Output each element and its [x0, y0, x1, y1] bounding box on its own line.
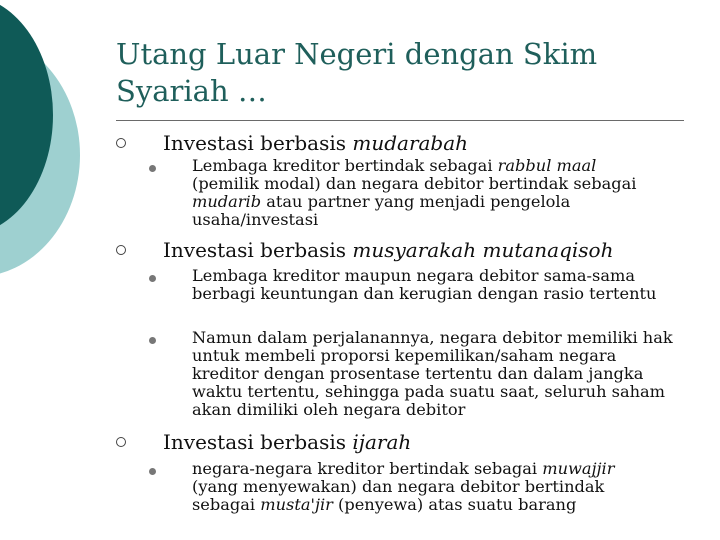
ring-bullet-icon: [116, 138, 126, 148]
list-item: Lembaga kreditor maupun negara debitor sama-sama berbagi keuntungan dan kerugian dengan rasio tertentu: [192, 266, 657, 303]
dot-bullet-icon: [149, 337, 156, 344]
list-item: Lembaga kreditor bertindak sebagai rabbul maal (pemilik modal) dan negara debitor bertindak sebagai mudarib atau partner yang menjadi pengelola usaha/investasi: [192, 156, 637, 229]
title-divider: [116, 120, 684, 121]
section-heading-mudarabah: Investasi berbasis mudarabah: [163, 131, 469, 155]
list-item: Namun dalam perjalanannya, negara debitor memiliki hak untuk membeli proporsi kepemilikan/saham negara kreditor dengan prosentase tertentu dan dalam jangka waktu tertentu, sehingga pada suatu saat, seluruh saham akan dimiliki oleh negara debitor: [192, 328, 673, 419]
ring-bullet-icon: [116, 437, 126, 447]
dot-bullet-icon: [149, 275, 156, 282]
list-item: negara-negara kreditor bertindak sebagai muwajjir (yang menyewakan) dan negara debitor bertindak sebagai musta'jir (penyewa) atas suatu barang: [192, 459, 615, 514]
title-line-2: Syariah …: [116, 74, 267, 108]
ring-bullet-icon: [116, 245, 126, 255]
slide-title: [116, 36, 696, 110]
section-heading-ijarah: Investasi berbasis ijarah: [163, 430, 412, 454]
title-line-1: Utang Luar Negeri dengan Skim: [116, 37, 598, 71]
dot-bullet-icon: [149, 468, 156, 475]
decorative-shapes: [0, 0, 120, 300]
section-heading-musyarakah: Investasi berbasis musyarakah mutanaqisoh: [163, 238, 614, 262]
dot-bullet-icon: [149, 165, 156, 172]
